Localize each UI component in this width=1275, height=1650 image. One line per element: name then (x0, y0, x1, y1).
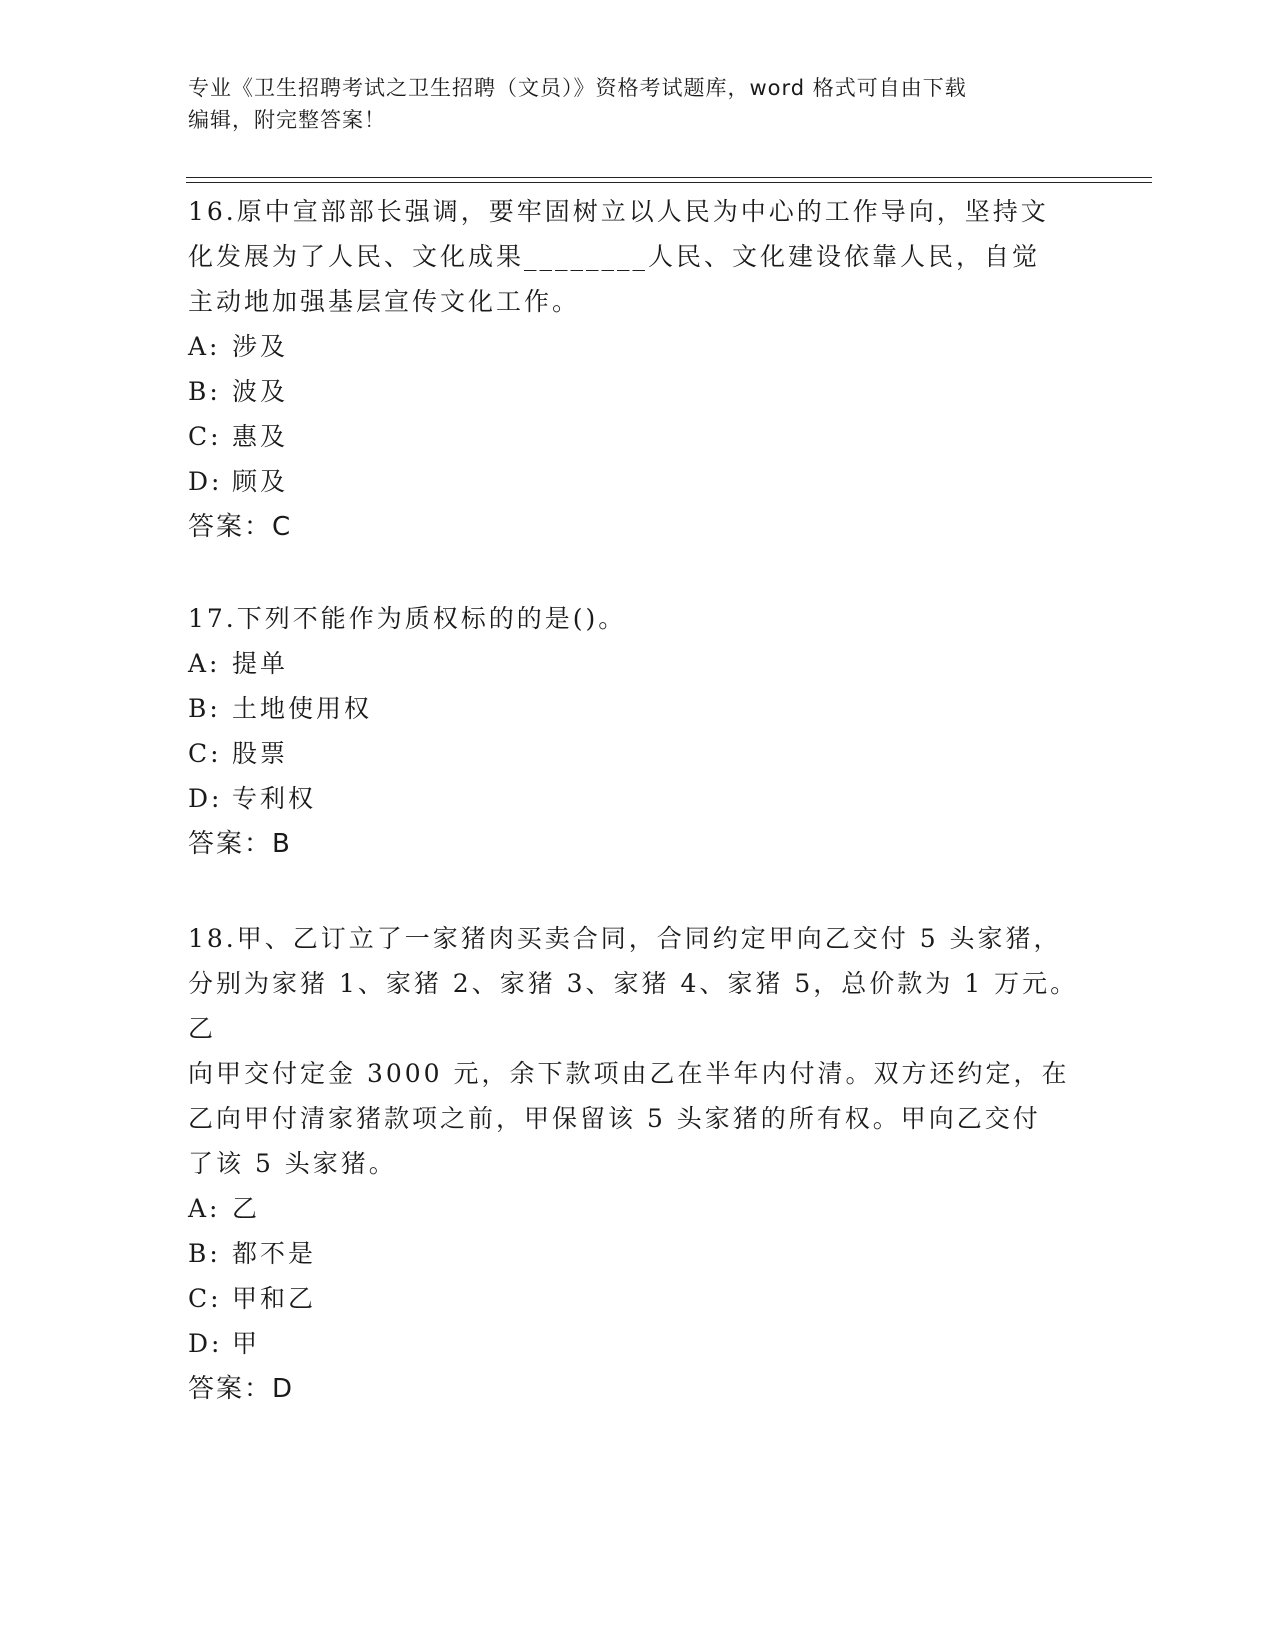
question-stem-line: 乙向甲付清家猪款项之前，甲保留该 5 头家猪的所有权。甲向乙交付 (188, 1104, 1041, 1133)
question-stem-line: 主动地加强基层宣传文化工作。 (188, 287, 581, 316)
question-17 (188, 596, 1088, 867)
option-a (188, 1186, 1088, 1231)
option-text: 专利权 (232, 784, 317, 813)
option-b (188, 686, 1088, 731)
option-letter: A: (188, 1194, 221, 1223)
header-divider-top (186, 177, 1152, 178)
option-letter: C: (188, 739, 222, 768)
option-letter: B: (188, 1239, 221, 1268)
question-stem-line: 16.原中宣部部长强调，要牢固树立以人民为中心的工作导向，坚持文 (188, 197, 1049, 226)
option-c (188, 414, 1088, 459)
option-text: 提单 (232, 649, 289, 678)
option-text: 都不是 (232, 1239, 317, 1268)
option-text: 波及 (232, 377, 289, 406)
answer-line: 答案：D (188, 1374, 295, 1404)
option-c (188, 731, 1088, 776)
question-stem-line: 化发展为了人民、文化成果________人民、文化建设依靠人民，自觉 (188, 242, 1041, 271)
option-text: 惠及 (232, 422, 289, 451)
option-letter: A: (188, 332, 221, 361)
option-text: 股票 (232, 739, 289, 768)
option-text: 顾及 (232, 467, 289, 496)
question-stem-line: 了该 5 头家猪。 (188, 1149, 397, 1178)
document-header (188, 72, 1088, 136)
option-a (188, 324, 1088, 369)
option-text: 涉及 (232, 332, 289, 361)
header-line-2: 编辑，附完整答案！ (188, 108, 386, 132)
question-18 (188, 916, 1088, 1412)
header-line-1: 专业《卫生招聘考试之卫生招聘（文员）》资格考试题库，word 格式可自由下载 (188, 76, 967, 100)
answer-line: 答案：C (188, 512, 293, 542)
option-letter: D: (188, 784, 223, 813)
option-text: 甲和乙 (232, 1284, 317, 1313)
option-letter: C: (188, 422, 222, 451)
option-letter: D: (188, 467, 223, 496)
answer-line: 答案：B (188, 829, 292, 859)
option-c (188, 1276, 1088, 1321)
option-d (188, 1321, 1088, 1366)
option-letter: C: (188, 1284, 222, 1313)
header-divider-bottom (186, 182, 1152, 183)
option-text: 乙 (232, 1194, 261, 1223)
option-letter: A: (188, 649, 221, 678)
option-text: 甲 (232, 1329, 261, 1358)
option-letter: B: (188, 694, 221, 723)
option-a (188, 641, 1088, 686)
question-16 (188, 189, 1088, 550)
option-b (188, 1231, 1088, 1276)
option-b (188, 369, 1088, 414)
option-letter: D: (188, 1329, 223, 1358)
option-d (188, 776, 1088, 821)
option-text: 土地使用权 (232, 694, 373, 723)
question-stem-line: 18.甲、乙订立了一家猪肉买卖合同，合同约定甲向乙交付 5 头家猪， (188, 924, 1062, 953)
question-stem-line: 分别为家猪 1、家猪 2、家猪 3、家猪 4、家猪 5，总价款为 1 万元。乙 (188, 969, 1079, 1043)
option-d (188, 459, 1088, 504)
question-stem-line: 17.下列不能作为质权标的的是()。 (188, 604, 627, 633)
option-letter: B: (188, 377, 221, 406)
question-stem-line: 向甲交付定金 3000 元，余下款项由乙在半年内付清。双方还约定，在 (188, 1059, 1070, 1088)
